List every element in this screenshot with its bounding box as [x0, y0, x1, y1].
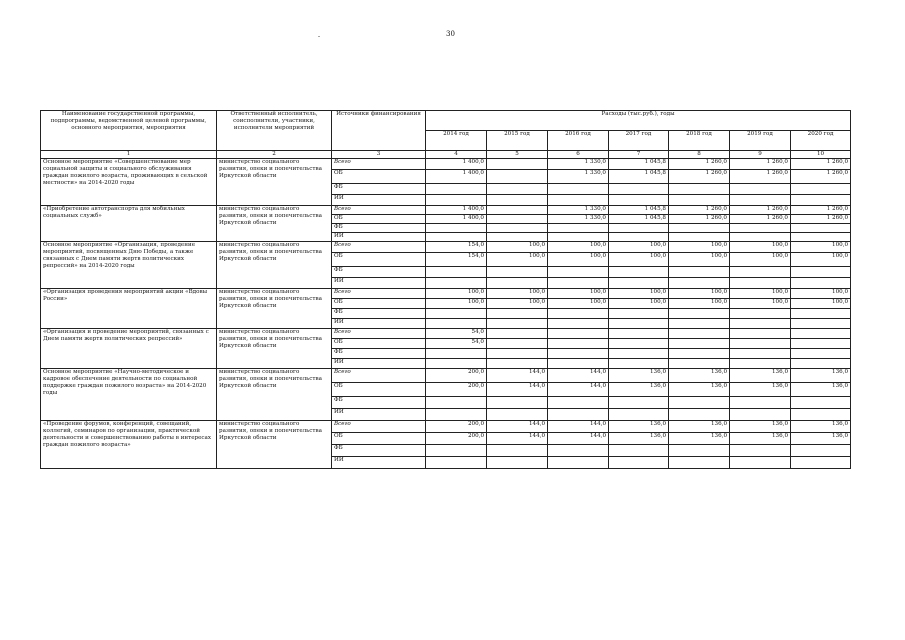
- activity-name: «Организация проведения мероприятий акции «Вдовы России»: [41, 289, 217, 329]
- funding-source: ОБ: [332, 383, 426, 397]
- amount-cell: [730, 457, 791, 469]
- stray-mark: -: [318, 33, 321, 40]
- amount-cell: 1 400,0: [426, 170, 487, 184]
- amount-cell: 200,0: [426, 383, 487, 397]
- column-number: 3: [332, 151, 426, 159]
- amount-cell: 1 330,0: [548, 206, 609, 215]
- amount-cell: [609, 457, 669, 469]
- amount-cell: [609, 224, 669, 233]
- funding-source: ИИ: [332, 319, 426, 329]
- amount-cell: [669, 409, 730, 421]
- amount-cell: [669, 359, 730, 369]
- amount-cell: [548, 409, 609, 421]
- amount-cell: [669, 309, 730, 319]
- amount-cell: [669, 224, 730, 233]
- amount-cell: [548, 329, 609, 339]
- amount-cell: [609, 278, 669, 289]
- amount-cell: [426, 233, 487, 242]
- amount-cell: [791, 445, 851, 457]
- amount-cell: 100,0: [426, 289, 487, 299]
- funding-source: Всего: [332, 159, 426, 170]
- table-row: [41, 421, 851, 433]
- funding-source: Всего: [332, 369, 426, 383]
- amount-cell: [487, 309, 548, 319]
- amount-cell: 100,0: [669, 289, 730, 299]
- amount-cell: [609, 329, 669, 339]
- amount-cell: 1 260,0: [730, 206, 791, 215]
- amount-cell: [669, 397, 730, 409]
- amount-cell: 100,0: [548, 242, 609, 253]
- amount-cell: 200,0: [426, 421, 487, 433]
- amount-cell: [548, 233, 609, 242]
- amount-cell: 54,0: [426, 339, 487, 349]
- column-number: 4: [426, 151, 487, 159]
- amount-cell: [609, 195, 669, 206]
- column-number: 7: [609, 151, 669, 159]
- amount-cell: 136,0: [609, 369, 669, 383]
- column-number: 1: [41, 151, 217, 159]
- amount-cell: [609, 397, 669, 409]
- column-number: 6: [548, 151, 609, 159]
- funding-source: ИИ: [332, 409, 426, 421]
- funding-source: ФБ: [332, 309, 426, 319]
- funding-source: ОБ: [332, 253, 426, 267]
- amount-cell: [426, 457, 487, 469]
- amount-cell: [730, 233, 791, 242]
- amount-cell: [548, 359, 609, 369]
- amount-cell: [730, 319, 791, 329]
- funding-source: ИИ: [332, 278, 426, 289]
- amount-cell: 100,0: [669, 299, 730, 309]
- amount-cell: [548, 397, 609, 409]
- amount-cell: 1 400,0: [426, 159, 487, 170]
- amount-cell: [730, 445, 791, 457]
- amount-cell: 136,0: [730, 383, 791, 397]
- amount-cell: 136,0: [609, 383, 669, 397]
- amount-cell: [548, 278, 609, 289]
- amount-cell: [487, 170, 548, 184]
- funding-source: Всего: [332, 421, 426, 433]
- executor: министерство социального развития, опеки и попечительства Иркутской области: [217, 289, 332, 329]
- amount-cell: [730, 409, 791, 421]
- funding-source: ИИ: [332, 457, 426, 469]
- amount-cell: 100,0: [548, 253, 609, 267]
- amount-cell: [426, 267, 487, 278]
- amount-cell: [487, 267, 548, 278]
- executor: министерство социального развития, опеки и попечительства Иркутской области: [217, 159, 332, 206]
- amount-cell: [487, 339, 548, 349]
- amount-cell: [426, 309, 487, 319]
- amount-cell: 1 330,0: [548, 159, 609, 170]
- amount-cell: [730, 195, 791, 206]
- amount-cell: [791, 195, 851, 206]
- amount-cell: [791, 278, 851, 289]
- funding-source: Всего: [332, 329, 426, 339]
- amount-cell: 1 260,0: [791, 215, 851, 224]
- funding-source: ФБ: [332, 267, 426, 278]
- amount-cell: [548, 309, 609, 319]
- amount-cell: 200,0: [426, 369, 487, 383]
- amount-cell: [487, 445, 548, 457]
- amount-cell: 100,0: [487, 253, 548, 267]
- amount-cell: [791, 267, 851, 278]
- column-number: 10: [791, 151, 851, 159]
- amount-cell: [609, 233, 669, 242]
- amount-cell: [487, 409, 548, 421]
- table-row: [41, 159, 851, 170]
- executor: министерство социального развития, опеки и попечительства Иркутской области: [217, 369, 332, 421]
- column-number: 9: [730, 151, 791, 159]
- amount-cell: [426, 359, 487, 369]
- amount-cell: [548, 349, 609, 359]
- amount-cell: [730, 339, 791, 349]
- amount-cell: [487, 359, 548, 369]
- amount-cell: [669, 329, 730, 339]
- funding-source: Всего: [332, 289, 426, 299]
- budget-table-body: [41, 159, 851, 469]
- funding-source: ФБ: [332, 184, 426, 195]
- amount-cell: [487, 233, 548, 242]
- amount-cell: 1 260,0: [791, 206, 851, 215]
- amount-cell: 100,0: [791, 289, 851, 299]
- page-number: 30: [446, 30, 455, 38]
- executor: министерство социального развития, опеки и попечительства Иркутской области: [217, 242, 332, 289]
- amount-cell: 100,0: [609, 253, 669, 267]
- amount-cell: [426, 445, 487, 457]
- amount-cell: 100,0: [730, 242, 791, 253]
- amount-cell: [426, 349, 487, 359]
- amount-cell: 1 045,8: [609, 170, 669, 184]
- amount-cell: [487, 206, 548, 215]
- funding-source: ФБ: [332, 224, 426, 233]
- amount-cell: 136,0: [609, 433, 669, 445]
- amount-cell: 136,0: [791, 383, 851, 397]
- amount-cell: 136,0: [669, 421, 730, 433]
- amount-cell: 100,0: [548, 289, 609, 299]
- amount-cell: [730, 278, 791, 289]
- amount-cell: [426, 184, 487, 195]
- amount-cell: 54,0: [426, 329, 487, 339]
- amount-cell: 100,0: [791, 299, 851, 309]
- funding-source: ИИ: [332, 359, 426, 369]
- amount-cell: 1 260,0: [669, 170, 730, 184]
- header-year: 2018 год: [669, 131, 730, 151]
- amount-cell: [791, 224, 851, 233]
- amount-cell: [487, 159, 548, 170]
- header-sources: Источники финансирования: [332, 111, 426, 151]
- amount-cell: [791, 184, 851, 195]
- funding-source: Всего: [332, 206, 426, 215]
- amount-cell: [791, 319, 851, 329]
- header-expenses: Расходы (тыс.руб.), годы: [426, 111, 851, 131]
- executor: министерство социального развития, опеки и попечительства Иркутской области: [217, 421, 332, 469]
- table-row: [41, 206, 851, 215]
- amount-cell: 144,0: [487, 383, 548, 397]
- amount-cell: [669, 319, 730, 329]
- amount-cell: 100,0: [669, 242, 730, 253]
- amount-cell: 100,0: [791, 253, 851, 267]
- amount-cell: [487, 319, 548, 329]
- amount-cell: [669, 195, 730, 206]
- amount-cell: 136,0: [791, 369, 851, 383]
- amount-cell: [609, 445, 669, 457]
- amount-cell: [730, 184, 791, 195]
- activity-name: Основное мероприятие «Научно-методическое и кадровое обеспечение деятельности по социальной поддержке граждан пожилого возраста» на 2014-2020 годы: [41, 369, 217, 421]
- column-number: 5: [487, 151, 548, 159]
- amount-cell: [791, 457, 851, 469]
- amount-cell: 154,0: [426, 253, 487, 267]
- funding-source: ОБ: [332, 299, 426, 309]
- amount-cell: [609, 359, 669, 369]
- amount-cell: 136,0: [669, 433, 730, 445]
- amount-cell: [609, 267, 669, 278]
- amount-cell: [730, 359, 791, 369]
- amount-cell: 1 400,0: [426, 215, 487, 224]
- amount-cell: [487, 195, 548, 206]
- amount-cell: 144,0: [487, 421, 548, 433]
- amount-cell: 1 260,0: [669, 206, 730, 215]
- amount-cell: [426, 409, 487, 421]
- amount-cell: [669, 445, 730, 457]
- amount-cell: [669, 278, 730, 289]
- amount-cell: [426, 319, 487, 329]
- amount-cell: 144,0: [548, 433, 609, 445]
- header-year: 2016 год: [548, 131, 609, 151]
- activity-name: «Организация и проведение мероприятий, связанных с Днем памяти жертв политических репрессий»: [41, 329, 217, 369]
- executor: министерство социального развития, опеки и попечительства Иркутской области: [217, 206, 332, 242]
- activity-name: «Проведение форумов, конференций, совещаний, коллегий, семинаров по организации, практической деятельности и совершенствованию работы в интересах граждан пожилого возраста»: [41, 421, 217, 469]
- activity-name: «Приобретение автотранспорта для мобильных социальных служб»: [41, 206, 217, 242]
- amount-cell: 1 260,0: [730, 215, 791, 224]
- funding-source: ОБ: [332, 339, 426, 349]
- amount-cell: [791, 359, 851, 369]
- amount-cell: [669, 267, 730, 278]
- funding-source: ИИ: [332, 233, 426, 242]
- amount-cell: [791, 329, 851, 339]
- amount-cell: [791, 349, 851, 359]
- amount-cell: [791, 397, 851, 409]
- amount-cell: [609, 184, 669, 195]
- amount-cell: 136,0: [730, 369, 791, 383]
- amount-cell: [487, 278, 548, 289]
- amount-cell: 144,0: [548, 383, 609, 397]
- amount-cell: 100,0: [426, 299, 487, 309]
- header-name: Наименование государственной программы, подпрограммы, ведомственной целевой программы, основного мероприятия, мероприятия: [41, 111, 217, 151]
- table-row: [41, 289, 851, 299]
- amount-cell: [669, 184, 730, 195]
- amount-cell: [487, 329, 548, 339]
- amount-cell: 154,0: [426, 242, 487, 253]
- amount-cell: [548, 184, 609, 195]
- amount-cell: 136,0: [791, 433, 851, 445]
- amount-cell: 1 045,8: [609, 206, 669, 215]
- amount-cell: [426, 278, 487, 289]
- amount-cell: [730, 309, 791, 319]
- funding-source: Всего: [332, 242, 426, 253]
- amount-cell: [487, 397, 548, 409]
- amount-cell: 100,0: [791, 242, 851, 253]
- amount-cell: [487, 224, 548, 233]
- amount-cell: [730, 329, 791, 339]
- amount-cell: 100,0: [669, 253, 730, 267]
- amount-cell: [548, 445, 609, 457]
- amount-cell: [730, 224, 791, 233]
- header-year: 2014 год: [426, 131, 487, 151]
- amount-cell: 1 330,0: [548, 215, 609, 224]
- amount-cell: 100,0: [730, 253, 791, 267]
- funding-source: ФБ: [332, 349, 426, 359]
- amount-cell: 100,0: [609, 299, 669, 309]
- amount-cell: [730, 397, 791, 409]
- amount-cell: [609, 309, 669, 319]
- amount-cell: 136,0: [609, 421, 669, 433]
- amount-cell: [426, 224, 487, 233]
- activity-name: Основное мероприятие «Организация, проведение мероприятий, посвященных Дню Победы, а также связанных с Днем памяти жертв политических репрессий» на 2014-2020 годы: [41, 242, 217, 289]
- budget-table: [40, 110, 851, 469]
- amount-cell: 1 260,0: [669, 159, 730, 170]
- amount-cell: [487, 349, 548, 359]
- amount-cell: 136,0: [669, 369, 730, 383]
- amount-cell: [609, 349, 669, 359]
- amount-cell: 1 330,0: [548, 170, 609, 184]
- amount-cell: 100,0: [609, 289, 669, 299]
- amount-cell: 200,0: [426, 433, 487, 445]
- funding-source: ФБ: [332, 397, 426, 409]
- amount-cell: [548, 319, 609, 329]
- header-year: 2017 год: [609, 131, 669, 151]
- amount-cell: 100,0: [730, 289, 791, 299]
- amount-cell: [487, 457, 548, 469]
- header-year: 2019 год: [730, 131, 791, 151]
- amount-cell: 144,0: [487, 433, 548, 445]
- amount-cell: [730, 267, 791, 278]
- header-year: 2020 год: [791, 131, 851, 151]
- amount-cell: 1 045,8: [609, 215, 669, 224]
- amount-cell: [669, 339, 730, 349]
- amount-cell: [548, 339, 609, 349]
- amount-cell: 100,0: [609, 242, 669, 253]
- amount-cell: 136,0: [791, 421, 851, 433]
- amount-cell: 1 260,0: [791, 159, 851, 170]
- amount-cell: [730, 349, 791, 359]
- amount-cell: 1 260,0: [730, 170, 791, 184]
- column-number: 8: [669, 151, 730, 159]
- amount-cell: 1 260,0: [791, 170, 851, 184]
- amount-cell: 100,0: [487, 299, 548, 309]
- table-row: [41, 329, 851, 339]
- amount-cell: 100,0: [487, 242, 548, 253]
- amount-cell: 1 400,0: [426, 206, 487, 215]
- amount-cell: [791, 409, 851, 421]
- amount-cell: 144,0: [487, 369, 548, 383]
- amount-cell: [426, 195, 487, 206]
- amount-cell: 136,0: [669, 383, 730, 397]
- amount-cell: [548, 457, 609, 469]
- amount-cell: 1 260,0: [669, 215, 730, 224]
- column-number: 2: [217, 151, 332, 159]
- executor: министерство социального развития, опеки и попечительства Иркутской области: [217, 329, 332, 369]
- amount-cell: [609, 409, 669, 421]
- amount-cell: 100,0: [730, 299, 791, 309]
- amount-cell: [791, 309, 851, 319]
- amount-cell: 1 260,0: [730, 159, 791, 170]
- amount-cell: [548, 195, 609, 206]
- funding-source: ОБ: [332, 433, 426, 445]
- amount-cell: [669, 233, 730, 242]
- amount-cell: [609, 319, 669, 329]
- amount-cell: [487, 184, 548, 195]
- amount-cell: [548, 224, 609, 233]
- funding-source: ФБ: [332, 445, 426, 457]
- amount-cell: 136,0: [730, 421, 791, 433]
- amount-cell: [548, 267, 609, 278]
- funding-source: ИИ: [332, 195, 426, 206]
- table-row: [41, 242, 851, 253]
- amount-cell: [791, 233, 851, 242]
- funding-source: ОБ: [332, 170, 426, 184]
- activity-name: Основное мероприятие «Совершенствование мер социальной защиты и социального обслуживания граждан пожилого возраста, проживающих в сельской местности» на 2014-2020 годы: [41, 159, 217, 206]
- amount-cell: 1 045,8: [609, 159, 669, 170]
- amount-cell: 100,0: [487, 289, 548, 299]
- amount-cell: [426, 397, 487, 409]
- amount-cell: 144,0: [548, 421, 609, 433]
- amount-cell: [669, 457, 730, 469]
- header-year: 2015 год: [487, 131, 548, 151]
- amount-cell: 136,0: [730, 433, 791, 445]
- amount-cell: 100,0: [548, 299, 609, 309]
- table-row: [41, 369, 851, 383]
- amount-cell: [487, 215, 548, 224]
- funding-source: ОБ: [332, 215, 426, 224]
- amount-cell: [609, 339, 669, 349]
- amount-cell: [791, 339, 851, 349]
- header-executor: Ответственный исполнитель, соисполнители, участники, исполнители мероприятий: [217, 111, 332, 151]
- amount-cell: 144,0: [548, 369, 609, 383]
- amount-cell: [669, 349, 730, 359]
